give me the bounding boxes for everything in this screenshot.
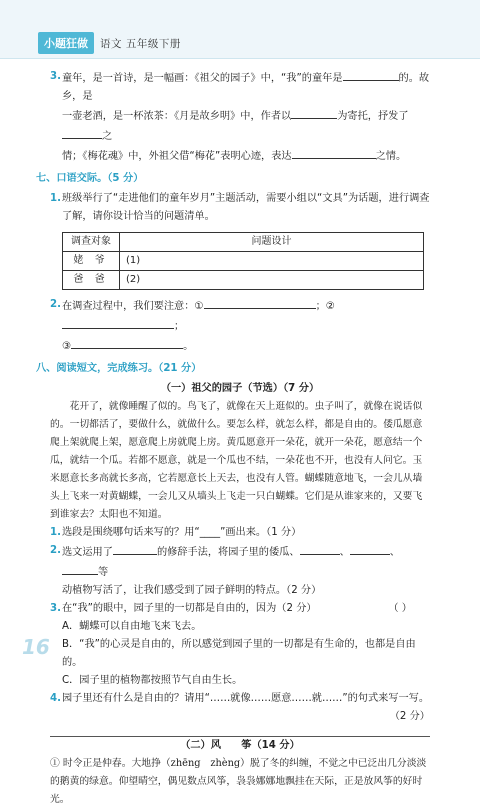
question-text: 为寄托，抒发了 [337, 111, 409, 122]
header-divider [0, 58, 480, 59]
subject-label: 语文 五年级下册 [100, 37, 181, 50]
answer-blank[interactable] [62, 316, 174, 329]
question-number: 4. [50, 693, 61, 704]
table-header-questions: 问题设计 [120, 233, 424, 252]
question-text: 一壶老酒，是一杯浓茶：《月是故乡明》中，作者以 [62, 111, 292, 122]
section-8-question-4 [50, 690, 430, 708]
question-text: 情；《梅花魂》中，外祖父借“梅花”表明心迹，表达 [62, 151, 292, 162]
section-7-title: 七、口语交际。（5 分） [36, 173, 144, 184]
question-number: 2. [50, 299, 61, 310]
answer-blank[interactable] [71, 336, 183, 349]
option-b[interactable]: B．“我”的心灵是自由的，所以感觉到园子里的一切都是有生命的，也都是自由的。 [62, 639, 416, 668]
question-text: ③ [62, 341, 72, 352]
table-row [63, 252, 424, 271]
table-header-target: 调查对象 [63, 233, 120, 252]
table-cell-answer[interactable]: (2) [120, 271, 424, 290]
question-text: 班级举行了“走进他们的童年岁月”主题活动，需要小组以“文具”为话题，进行调查了解，请你设计恰当的问题清单。 [62, 193, 430, 222]
question-text: 的修辞手法，将园子里的倭瓜、 [156, 547, 300, 558]
option-a[interactable]: A．蝴蝶可以自由地飞来飞去。 [62, 621, 202, 632]
question-text: 的。故乡，是 [62, 73, 430, 102]
section-8-question-3 [50, 600, 430, 618]
answer-blank[interactable] [291, 106, 337, 119]
passage-2-title: （二）风 筝（14 分） [180, 740, 300, 751]
section-8-question-1 [50, 524, 430, 542]
option-c[interactable]: C．园子里的植物都按照节气自由生长。 [62, 675, 243, 686]
brand-badge: 小题狂做 [38, 32, 94, 54]
passage-2-text: ① 时令正是仲春。大地挣（zhēng zhèng）脱了冬的纠缠，不觉之中已泛出几分淡淡的鹅黄的绿意。仰望晴空，偶见数点风筝，袅袅娜娜地飘挂在天际，正是放风筝的好时光。 [50, 758, 427, 805]
passage-1-title: （一）祖父的园子（节选）（7 分） [160, 383, 320, 394]
question-number: 2. [50, 545, 61, 556]
section-7-question-2 [50, 296, 430, 356]
answer-blank[interactable] [113, 542, 157, 555]
question-number: 1. [50, 527, 61, 538]
question-text: 选文运用了 [62, 547, 113, 558]
question-text: 选段是围绕哪句话来写的？用“____”画出来。（1 分） [62, 527, 302, 538]
answer-blank[interactable] [350, 542, 390, 555]
question-text: ；② [315, 301, 335, 312]
question-text: 童年，是一首诗，是一幅画：《祖父的园子》中，“我”的童年是 [62, 73, 343, 84]
question-text: 、 [339, 547, 350, 558]
question-4-score: （2 分） [389, 711, 430, 722]
answer-parentheses[interactable]: （ ） [388, 603, 412, 614]
question-text: 等 [98, 567, 109, 578]
answer-blank[interactable] [343, 68, 399, 81]
answer-blank[interactable] [300, 542, 340, 555]
survey-table [62, 232, 424, 290]
question-text: 动植物写活了，让我们感受到了园子鲜明的特点。（2 分） [62, 585, 322, 596]
section-8-title: 八、阅读短文，完成练习。（21 分） [36, 363, 202, 374]
question-number: 3. [50, 603, 61, 614]
question-text: 之 [102, 131, 113, 142]
question-number: 3. [50, 71, 61, 82]
question-3 [50, 68, 430, 166]
answer-blank[interactable] [62, 562, 98, 575]
question-text: 园子里还有什么是自由的？请用“……就像……愿意……就……”的句式来写一写。 [62, 693, 430, 704]
question-text: ； [174, 321, 185, 332]
table-cell-target: 姥 爷 [63, 252, 120, 271]
question-text: 之情。 [375, 151, 407, 162]
table-row [63, 271, 424, 290]
question-text: 。 [183, 341, 194, 352]
question-text: 、 [389, 547, 400, 558]
passage-1-text: 花开了，就像睡醒了似的。鸟飞了，就像在天上逛似的。虫子叫了，就像在说话似的。一切都活了，要做什么，就做什么。要怎么样，就怎么样，都是自由的。倭瓜愿意爬上架就爬上架，愿意爬上房就爬上房。黄瓜愿意开一朵花，就开一朵花，愿意结一个瓜，就结一个瓜。若都不愿意，就是一个瓜也不结，一朵花也不开，也没有人问它。玉米愿意长多高就长多高，它若愿意长上天去，也没有人管。蝴蝶随意地飞，一会儿从墙头上飞来一对黄蝴蝶，一会儿又从墙头上飞走一只白蝴蝶。它们是从谁家来的，又要飞到谁家去？太阳也不知道。 [50, 401, 423, 520]
answer-blank[interactable] [62, 126, 102, 139]
answer-blank[interactable] [292, 146, 376, 159]
table-cell-target: 爸 爸 [63, 271, 120, 290]
question-text: 在调查过程中，我们要注意：① [62, 301, 204, 312]
answer-blank[interactable] [204, 296, 316, 309]
table-cell-answer[interactable]: (1) [120, 252, 424, 271]
page-number: 16 [22, 635, 50, 659]
page-header [38, 32, 181, 54]
question-number: 1. [50, 193, 61, 204]
question-text: 在“我”的眼中，园子里的一切都是自由的，因为（2 分） [62, 603, 317, 614]
section-8-question-2 [50, 542, 430, 600]
section-7-question-1 [50, 190, 430, 226]
